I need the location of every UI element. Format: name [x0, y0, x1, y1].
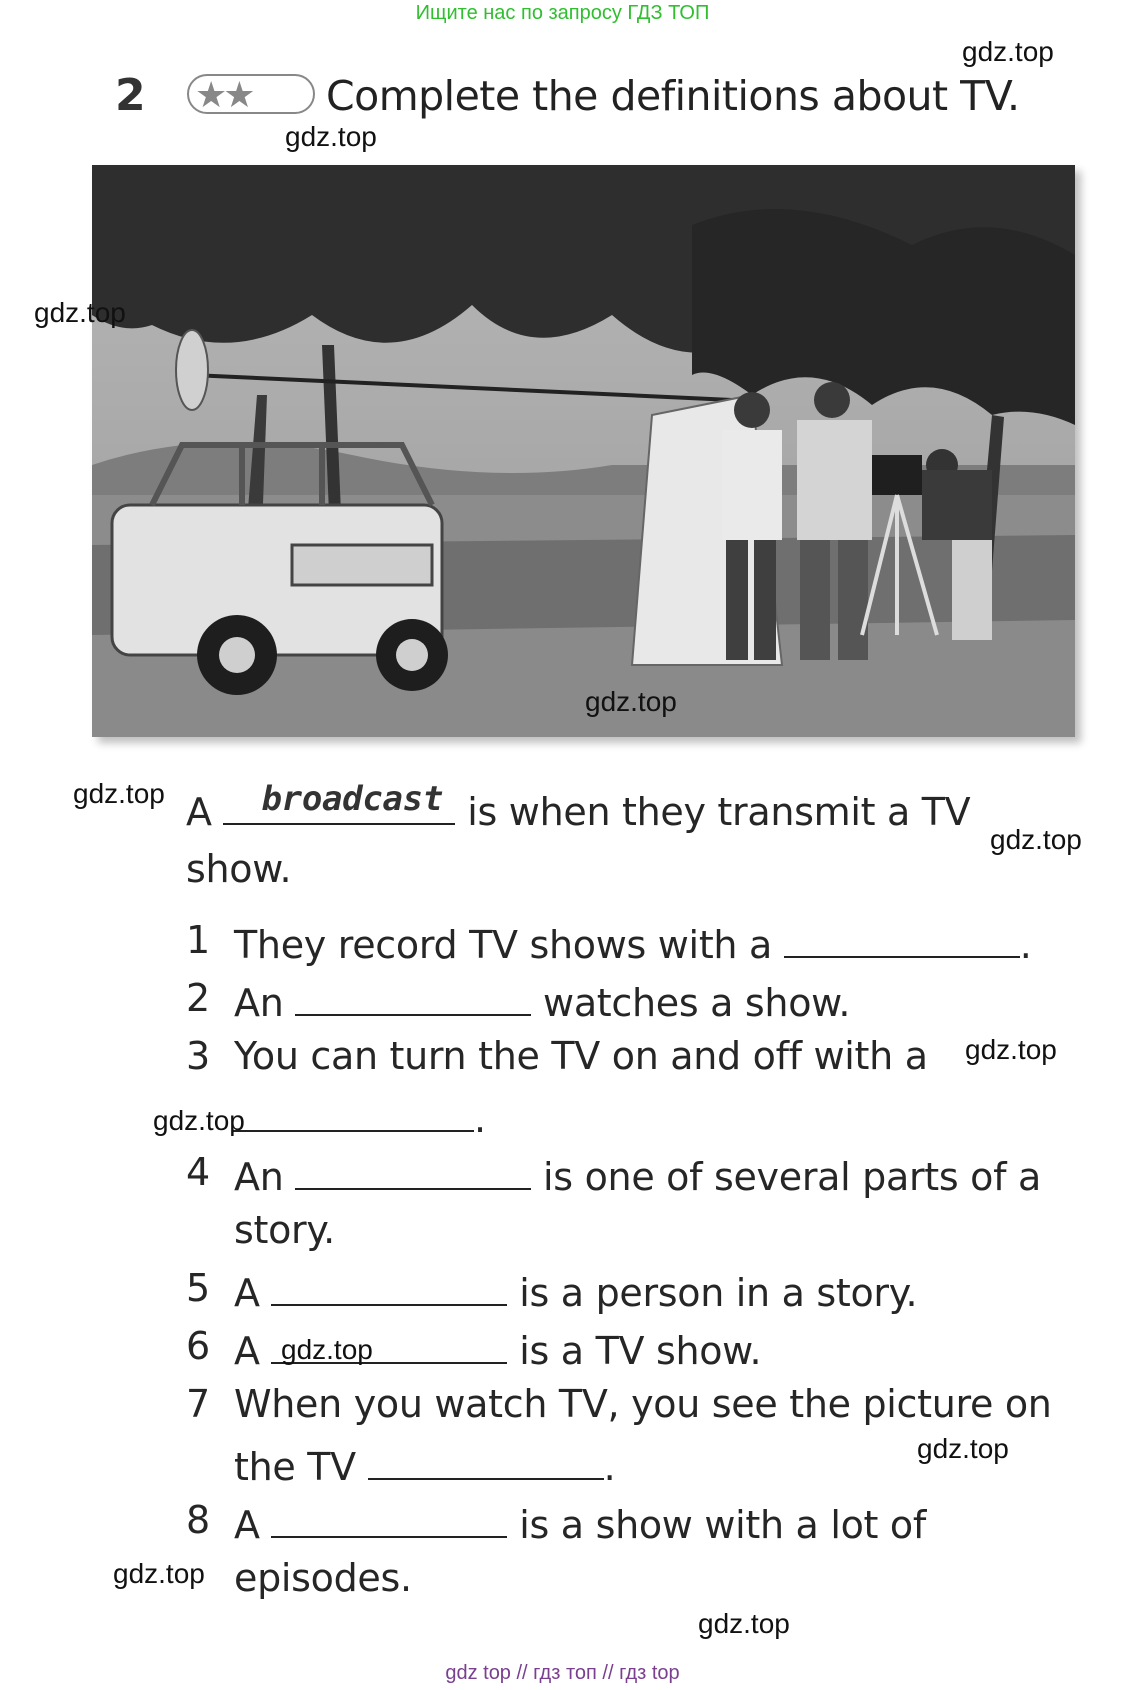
example-continuation: show.	[186, 847, 292, 891]
answer-blank[interactable]	[232, 1092, 474, 1132]
item-line	[234, 1498, 926, 1547]
answer-blank[interactable]	[271, 1266, 507, 1306]
watermark: gdz.top	[153, 1105, 245, 1136]
watermark: gdz.top	[585, 686, 677, 717]
item-text: A	[234, 1271, 260, 1315]
footer-links: gdz top // гдз топ // гдз top	[445, 1662, 680, 1684]
item-text: is one of several parts of a	[543, 1155, 1041, 1199]
item-text: .	[1019, 923, 1032, 967]
difficulty-stars: ★★	[187, 74, 315, 114]
item-line	[234, 976, 850, 1025]
item-text: is a TV show.	[519, 1329, 762, 1373]
watermark: gdz.top	[965, 1034, 1057, 1065]
item-line	[234, 1440, 615, 1489]
exercise-number: 2	[115, 70, 146, 121]
item-text: watches a show.	[543, 981, 851, 1025]
item-line	[232, 1092, 486, 1141]
item-text: They record TV shows with a	[234, 923, 772, 967]
item-continuation: story.	[234, 1208, 335, 1252]
answer-blank[interactable]	[295, 976, 531, 1016]
item-continuation: episodes.	[234, 1556, 412, 1600]
watermark: gdz.top	[281, 1334, 373, 1365]
answer-blank[interactable]	[271, 1498, 507, 1538]
watermark: gdz.top	[285, 121, 377, 152]
item-text: An	[234, 1155, 284, 1199]
item-number: 5	[186, 1266, 211, 1310]
top-banner: Ищите нас по запросу ГДЗ ТОП	[415, 2, 710, 24]
item-number: 4	[186, 1150, 211, 1194]
answer-blank[interactable]	[368, 1440, 604, 1480]
answer-blank[interactable]	[295, 1150, 531, 1190]
item-number: 6	[186, 1324, 211, 1368]
answer-blank[interactable]	[784, 918, 1020, 958]
example-answer: broadcast	[261, 779, 444, 819]
item-line	[234, 918, 1032, 967]
watermark: gdz.top	[917, 1433, 1009, 1464]
item-text: .	[603, 1445, 616, 1489]
item-number: 3	[186, 1034, 211, 1078]
item-text: A	[234, 1329, 260, 1373]
item-text: A	[234, 1503, 260, 1547]
item-line	[234, 1150, 1041, 1199]
watermark: gdz.top	[990, 824, 1082, 855]
item-text: is a show with a lot of	[519, 1503, 926, 1547]
item-number: 1	[186, 918, 211, 962]
watermark: gdz.top	[34, 297, 126, 328]
item-text: is a person in a story.	[519, 1271, 918, 1315]
item-number: 7	[186, 1382, 211, 1426]
example-before: A	[186, 790, 212, 834]
item-line: When you watch TV, you see the picture on	[234, 1382, 1052, 1426]
item-number: 8	[186, 1498, 211, 1542]
item-line	[234, 1266, 917, 1315]
item-text: .	[474, 1097, 486, 1141]
watermark: gdz.top	[962, 36, 1054, 67]
exercise-title: Complete the definitions about TV.	[326, 72, 1020, 120]
item-text: An	[234, 981, 284, 1025]
example-after: is when they transmit a TV	[467, 790, 971, 834]
item-number: 2	[186, 976, 211, 1020]
item-text: the TV	[234, 1445, 356, 1489]
film-crew-photo	[92, 165, 1075, 737]
item-line: You can turn the TV on and off with a	[234, 1034, 928, 1078]
watermark: gdz.top	[698, 1608, 790, 1639]
example-line	[186, 779, 971, 834]
film-crew-photo-drawing	[92, 165, 1075, 737]
watermark: gdz.top	[113, 1558, 205, 1589]
example-blank	[223, 779, 455, 825]
watermark: gdz.top	[73, 778, 165, 809]
